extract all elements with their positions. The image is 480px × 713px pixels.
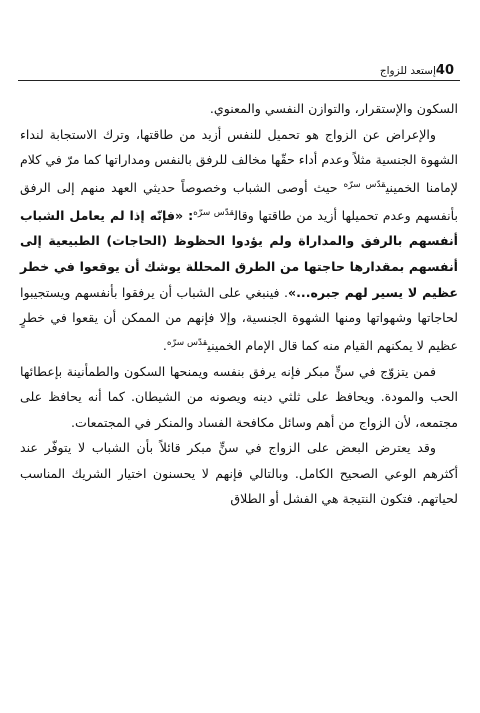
paragraph-2-text-e: .	[162, 337, 167, 353]
body-text	[20, 96, 458, 512]
page-number: 40	[435, 63, 454, 78]
honorific-mark-1: قدّس سرّه	[343, 179, 386, 190]
paragraph-1	[20, 96, 458, 122]
running-title: إستعد للزواج	[379, 65, 436, 77]
paragraph-2	[20, 122, 458, 359]
paragraph-4	[20, 435, 458, 512]
honorific-mark-2: قدّس سرّه	[193, 207, 235, 218]
honorific-mark-3: قدّس سرّه	[166, 337, 208, 348]
page-header	[18, 54, 460, 81]
paragraph-1-text: السكون والإستقرار، والتوازن النفسي والمعنوي.	[209, 101, 458, 116]
paragraph-3-text: فمن يتزوّج في سنٍّ مبكر فإنه يرفق بنفسه ويمنحها السكون والطمأنينة بإعطائها الحب والمودة. ويحافظ على ثلثي دينه ويصونه من الشيطان. كما أنه يحافظ على مجتمعه، لأن الزواج من أهم وسائل مكافحة الفساد والمنكر في المجتمعات.	[20, 363, 458, 430]
khomeini-quote: : «فإنّه إذا لم يعامل الشباب أنفسهم بالرفق والمداراة ولم يؤدوا الحظوظ (الحاجات) الطبيعية إلى أنفسهم بمقدارها حاجتها من الطرق المحللة يوشك أن يوقعوا في خطر عظيم لا يسير لهم جبره...»	[20, 207, 459, 300]
paragraph-2-text-b: حيث أوصى الشباب وخصوصاً حديثي العهد منهم إلى الرفق بأنفسهم وعدم تحميلها أزيد من طاقتها وقال	[20, 179, 458, 223]
paragraph-4-text: وقد يعترض البعض على الزواج في سنٍّ مبكر قائلاً بأن الشباب لا يتوفّر عند أكثرهم الوعي الصحيح الكامل. وبالتالي فإنهم لا يحسنون اختيار الشريك المناسب لحياتهم. فتكون النتيجة هي الفشل أو الطلاق	[20, 440, 458, 507]
paragraph-2-text-d: . فينبغي على الشباب أن يرفقوا بأنفسهم ويستجيبوا لحاجاتها وشهواتها ومنها الشهوة الجنسية، وإلا فإنهم من الممكن أن يقعوا في خطرٍ عظيم لا يمكنهم القيام منه كما قال الإمام الخميني	[20, 284, 458, 353]
paragraph-3	[20, 359, 458, 436]
paragraph-2-text-a: والإعراض عن الزواج هو تحميل للنفس أزيد من طاقتها، وترك الاستجابة لنداء الشهوة الجنسية مثلاً وعدم أداء حقّها مخالف للرفق بالنفس ومداراتها كما مرّ في كلام لإمامنا الخميني	[20, 126, 458, 195]
